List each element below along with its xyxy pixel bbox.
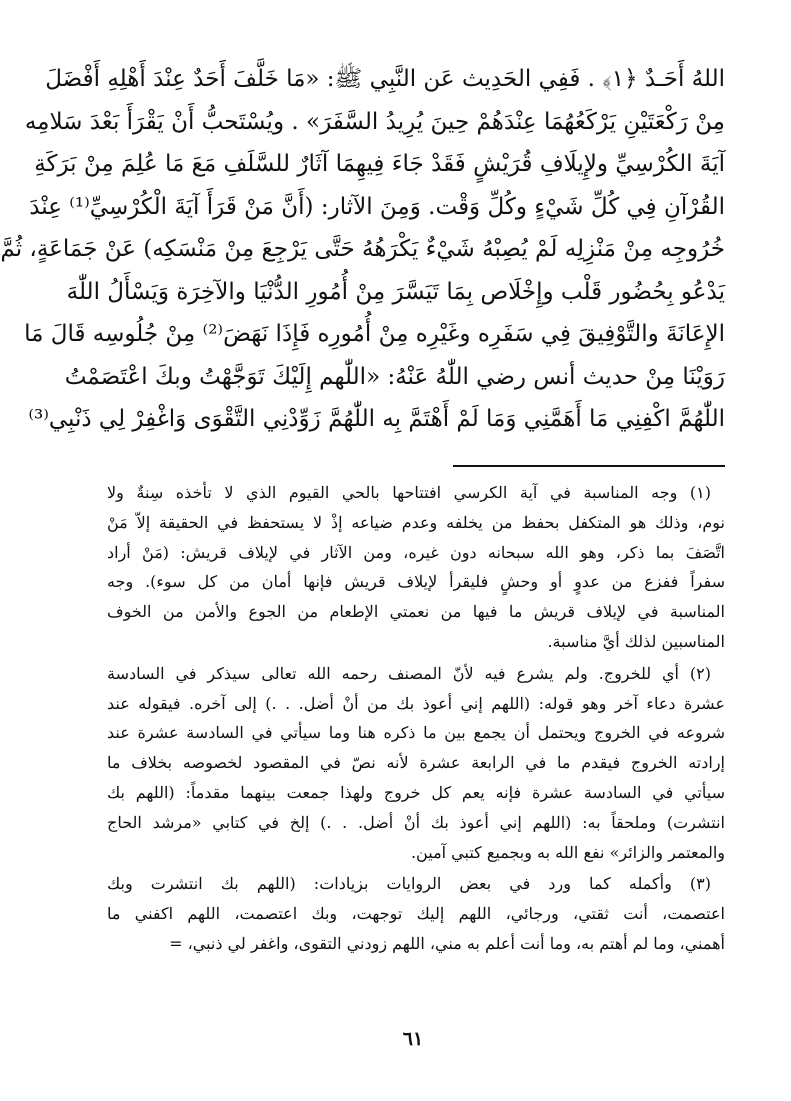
- body-line: آيَةَ الكُرْسِيِّ ولإِيلَافِ قُرَيْشٍ فَقَدْ جَاءَ فِيهِمَا آثَارٌ للسَّلَفِ مَعَ مَا عُلِمَ مِنْ بَرَكَةِ: [34, 151, 725, 177]
- footnote-line: سيأتي في السادسة عشرة فإنه يعم كل خروج ولهذا جمعت بينهما مقدماً: (اللهم بك: [107, 782, 725, 802]
- footnote-line: إرادته الخروج فيقدم ما في الرابعة عشرة لأنه نصّ في المقصود لخصوصه بخلاف ما: [107, 753, 725, 773]
- footnote-line: (٣) وأكمله كما ورد في بعض الروايات بزيادات: (اللهم بك انتشرت وبك: [107, 874, 711, 894]
- main-body-text: [0, 58, 725, 441]
- footnote-line: (٢) أي للخروج. ولم يشرع فيه لأنّ المصنف رحمه الله تعالى سيذكر في السادسة: [107, 663, 711, 683]
- footnote-line: سفراً ففزع من عدوٍ أو وحشٍ فليقرأ لإيلاف قريش فإنها أمان من كل سوء). وجه: [107, 572, 725, 592]
- footnote-line: انتشرت) وملحقاً به: (اللهم إني أعوذ بك أنْ أضل. . .) إلخ في كتابي «مرشد الحاج: [107, 812, 725, 832]
- footnote-line: عشرة دعاء آخر وهو قوله: (اللهم إني أعوذ بك من أنْ أضل. . .) إلى آخره. فيقوله عند: [107, 693, 725, 713]
- body-line: خُرُوجِه مِنْ مَنْزِلِه لَمْ يُصِبْهُ شَيْءٌ يَكْرَهُهُ حَتَّى يَرْجِعَ مِنْ مَنْسَكِه) عَنْ جَمَاعَةٍ، ثُمَّ: [0, 236, 725, 262]
- footnote-2: [107, 659, 725, 868]
- footnote-line: والمعتمر والزائر» نفع الله به وبجميع كتبي آمين.: [410, 842, 725, 862]
- footnote-1: [107, 478, 725, 657]
- body-line: القُرْآنِ فِي كُلِّ شَيْءٍ وكُلِّ وَقْت. وَمِنَ الآثار: (أَنَّ مَنْ قَرَأَ آيَةَ الْكُرْسِيِّ⁽¹⁾ عِنْدَ: [29, 193, 725, 220]
- footnote-divider: [453, 465, 725, 467]
- footnotes-section: [107, 478, 725, 961]
- body-line: اللهُ أَحَـدٌ ﴿١﴾ . فَفِي الحَدِيث عَن النَّبِي ﷺ: «مَا خَلَّفَ أَحَدٌ عِنْدَ أَهْلِهِ أَفْضَلَ: [45, 66, 725, 92]
- footnote-line: شروعه في الخروج ويحتمل أن يجمع بين ما ذكره هنا وما سيأتي في السادسة عشرة عند: [107, 723, 725, 743]
- body-line: مِنْ رَكْعَتَيْنِ يَرْكَعُهُمَا عِنْدَهُمْ حِينَ يُرِيدُ السَّفَرَ» . ويُسْتَحبُّ أَنْ يَقْرَأَ بَعْدَ سَلامِه: [24, 108, 725, 135]
- footnote-line: نوم، وذلك هو المتكفل بحفظ من يخلفه وعدم ضياعه إذْ لا يستحفظ في الحقيقة إلاّ مَنْ: [107, 512, 725, 532]
- footnote-line: (١) وجه المناسبة في آية الكرسي افتتاحها بالحي القيوم الذي لا تأخذه سِنةٌ ولا: [107, 483, 712, 502]
- body-line: الإِعَانَةَ والتَّوْفِيقَ فِي سَفَرِه وغَيْرِه مِنْ أُمُورِه فَإِذَا نَهَضَ⁽²⁾ مِنْ جُلُوسِه قَالَ مَا: [24, 321, 725, 347]
- footnote-line: المناسبين لذلك أيَّ مناسبة.: [547, 631, 725, 651]
- footnote-line: أهمني، وما لم أهتم به، وما أنت أعلم به مني، اللهم زودني التقوى، واغفر لي ذنبي، =: [169, 933, 725, 953]
- footnote-line: اعتصمت، أنت ثقتي، ورجائي، اللهم إليك توجهت، وبك اعتصمت، اللهم اكفني ما: [107, 904, 725, 924]
- body-line: يَدْعُو بِحُضُور قَلْب وإِخْلَاص بِمَا تَيَسَّرَ مِنْ أُمُورِ الدُّنْيَا والآخِرَة وَيَسْأَلُ اللّٰهَ: [66, 278, 725, 305]
- body-line: رَوَيْنَا مِنْ حديث أنس رضي اللّٰهُ عَنْهُ: «اللّٰهم إِلَيْكَ تَوَجَّهْتُ وبكَ اعْتَصَمْتُ: [64, 363, 725, 390]
- footnote-line: اتَّصَفَ بما ذكر، وهو الله سبحانه دون غيره، ومن الآثار في لإيلاف قريش: (مَنْ أراد: [107, 542, 725, 562]
- footnote-line: المناسبة في لإيلاف قريش ما فيها من نعمتي الإطعام من الجوع والأمن من الخوف: [107, 602, 725, 622]
- page-number: ٦١: [402, 1028, 424, 1050]
- footnote-3: [107, 869, 725, 958]
- body-line: اللّٰهُمَّ اكْفِنِي مَا أَهَمَّنِي وَمَا لَمْ أَهْتَمَّ بِه اللّٰهُمَّ زَوِّدْنِي التَّقْوَى وَاغْفِرْ لِي ذَنْبِي⁽³⁾: [28, 406, 725, 432]
